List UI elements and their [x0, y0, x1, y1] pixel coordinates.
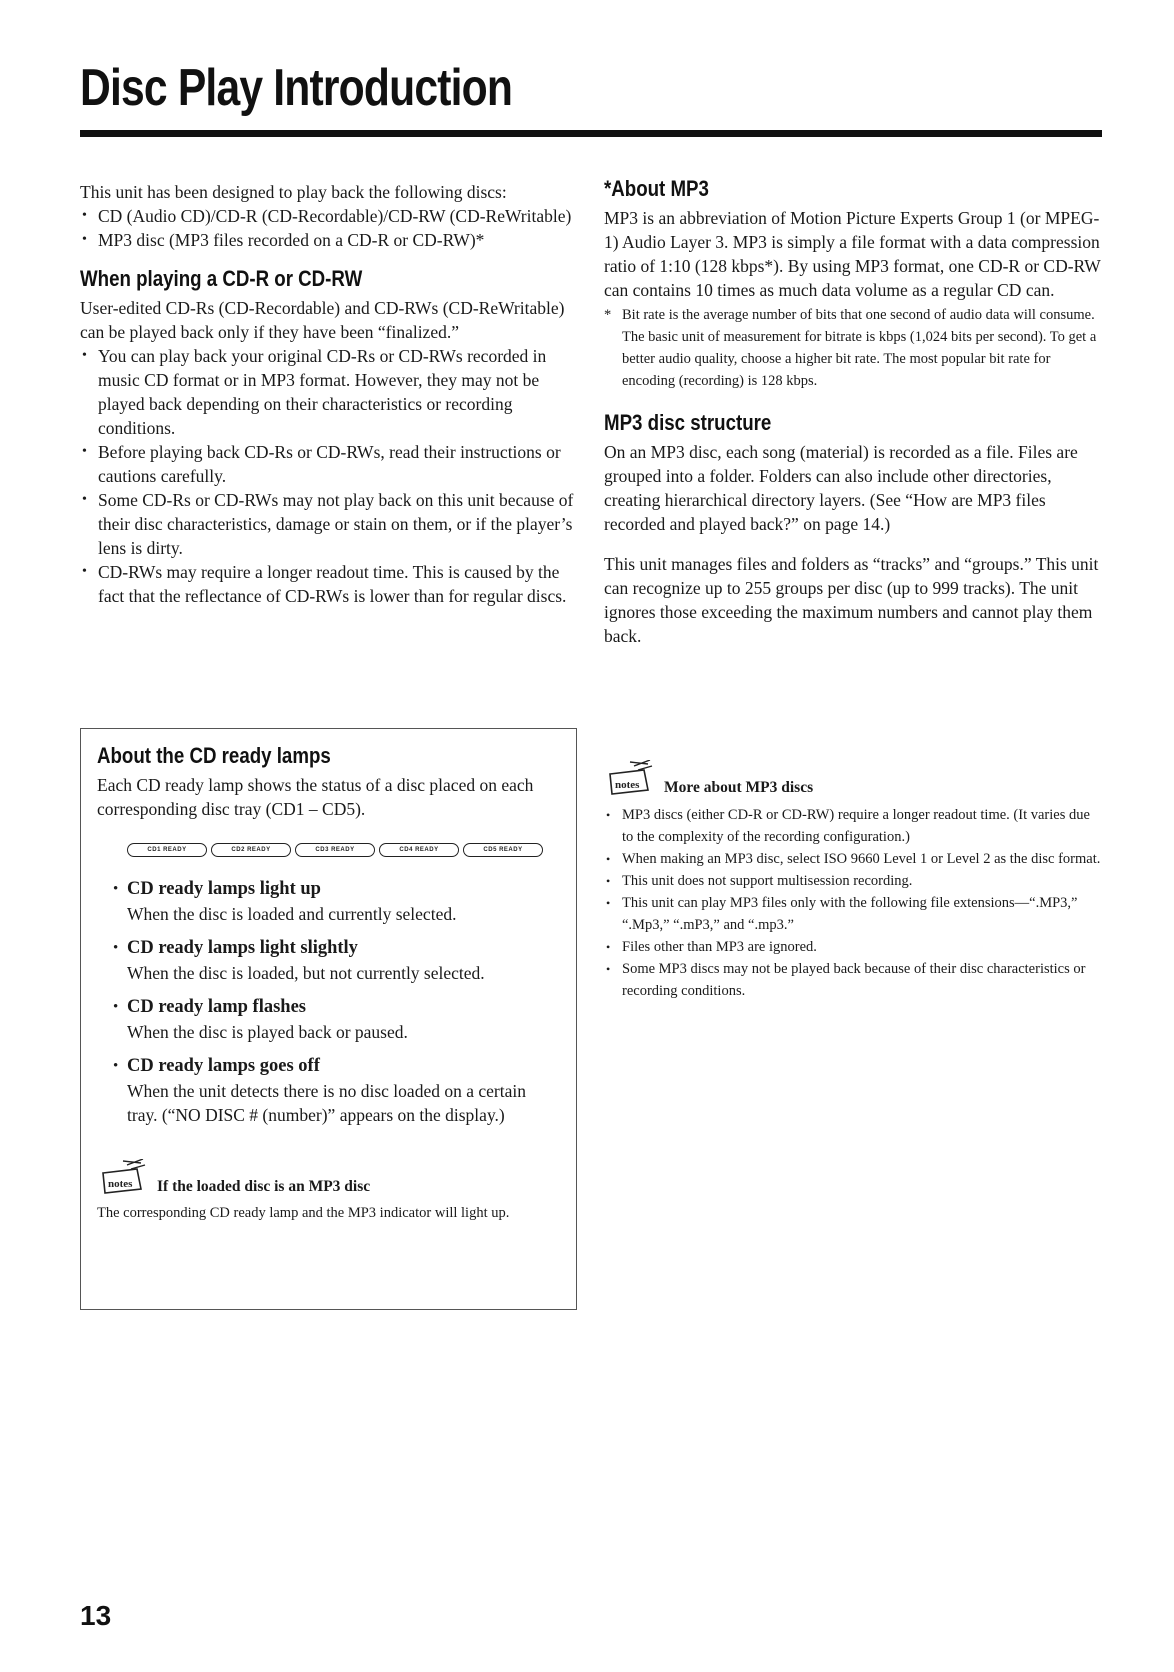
list-item: • This unit does not support multisession recording.: [604, 870, 1104, 892]
state-title: • CD ready lamps light slightly: [127, 938, 358, 958]
intro-list: [80, 204, 580, 252]
more-about-mp3-notes: [604, 760, 1104, 1002]
about-mp3-body: MP3 is an abbreviation of Motion Picture Experts Group 1 (or MPEG-1) Audio Layer 3. MP3 is simply a file format with a data compression ratio of 1:10 (128 kbps*). By using MP3 format, one CD-R or CD-RW can contains 10 times as much data volume as a regular CD can.: [604, 208, 1101, 300]
state-desc: When the disc is played back or paused.: [127, 1022, 408, 1042]
lamp-state-light-slightly: [97, 936, 560, 985]
list-item: • MP3 disc (MP3 files recorded on a CD-R or CD-RW)*: [80, 228, 580, 252]
list-item: • CD (Audio CD)/CD-R (CD-Recordable)/CD-RW (CD-ReWritable): [80, 204, 580, 228]
lamp-state-goes-off: [97, 1054, 560, 1127]
cd1-ready-lamp: CD1 READY: [127, 843, 207, 857]
state-desc: When the unit detects there is no disc loaded on a certain tray. (“NO DISC # (number)” appears on the display.): [127, 1081, 526, 1125]
intro-lead: This unit has been designed to play back the following discs:: [80, 182, 507, 202]
state-desc: When the disc is loaded, but not currently selected.: [127, 963, 485, 983]
left-column: [80, 180, 580, 608]
state-desc: When the disc is loaded and currently selected.: [127, 904, 457, 924]
list-item: • When making an MP3 disc, select ISO 9660 Level 1 or Level 2 as the disc format.: [604, 848, 1104, 870]
lamp-state-light-up: [97, 877, 560, 926]
page-number: 13: [80, 1600, 112, 1631]
structure-para-2: This unit manages files and folders as “tracks” and “groups.” This unit can recognize up to 255 groups per disc (up to 999 tracks). The unit ignores those exceeding the maximum numbers and cannot play them back.: [604, 554, 1099, 646]
list-item: • Some MP3 discs may not be played back because of their disc characteristics or recording conditions.: [604, 958, 1104, 1002]
list-item: • CD-RWs may require a longer readout time. This is caused by the fact that the reflectance of CD-RWs is lower than for regular discs.: [80, 560, 580, 608]
title-rule: [80, 130, 1102, 137]
list-item: • Files other than MP3 are ignored.: [604, 936, 1104, 958]
lamps-illustration: [127, 843, 560, 857]
mp3-loaded-note: [97, 1159, 560, 1224]
bitrate-footnote: [604, 304, 1104, 392]
cdr-heading: When playing a CD-R or CD-RW: [80, 266, 363, 291]
mp3-notes-list: [604, 804, 1104, 1002]
cd-ready-lamps-box: [80, 728, 577, 1310]
state-title: • CD ready lamps goes off: [127, 1056, 320, 1076]
footnote-text: Bit rate is the average number of bits that one second of audio data will consume. The basic unit of measurement for bitrate is kbps (1,024 bits per second). To get a better audio quality, choose a higher bit rate. The most popular bit rate for encoding (recording) is 128 kbps.: [622, 307, 1097, 389]
notes-icon: [604, 760, 656, 800]
list-item: • This unit can play MP3 files only with the following file extensions—“.MP3,” “.Mp3,” “.mP3,” and “.mp3.”: [604, 892, 1104, 936]
note-title: More about MP3 discs: [664, 779, 814, 796]
note-text: The corresponding CD ready lamp and the MP3 indicator will light up.: [97, 1205, 510, 1221]
svg-text:notes: notes: [615, 779, 640, 791]
notes-icon: [97, 1159, 149, 1199]
page-title: Disc Play Introduction: [80, 59, 513, 117]
note-title: If the loaded disc is an MP3 disc: [157, 1178, 371, 1195]
cd2-ready-lamp: CD2 READY: [211, 843, 291, 857]
state-title: • CD ready lamp flashes: [127, 997, 307, 1017]
cdr-body: User-edited CD-Rs (CD-Recordable) and CD-RWs (CD-ReWritable) can be played back only if they have been “finalized.”: [80, 298, 565, 342]
lamp-state-flashes: [97, 995, 560, 1044]
about-mp3-heading: *About MP3: [604, 176, 709, 201]
cd4-ready-lamp: CD4 READY: [379, 843, 459, 857]
list-item: • Before playing back CD-Rs or CD-RWs, read their instructions or cautions carefully.: [80, 440, 580, 488]
cd5-ready-lamp: CD5 READY: [463, 843, 543, 857]
cdr-list: [80, 344, 580, 608]
structure-heading: MP3 disc structure: [604, 410, 772, 435]
list-item: • You can play back your original CD-Rs or CD-RWs recorded in music CD format or in MP3 format. However, they may not be played back depending on their characteristics or recording conditions.: [80, 344, 580, 440]
cd3-ready-lamp: CD3 READY: [295, 843, 375, 857]
lamps-heading: About the CD ready lamps: [97, 743, 331, 768]
state-title: • CD ready lamps light up: [127, 879, 321, 899]
right-column: [604, 176, 1104, 648]
lamps-body: Each CD ready lamp shows the status of a disc placed on each corresponding disc tray (CD1 – CD5).: [97, 775, 534, 819]
structure-para-1: On an MP3 disc, each song (material) is recorded as a file. Files are grouped into a folder. Folders can also include other directories, creating hierarchical directory layers. (See “How are MP3 files recorded and played back?” on page 14.): [604, 442, 1078, 534]
list-item: • Some CD-Rs or CD-RWs may not play back on this unit because of their disc characteristics, damage or stain on them, or if the player’s lens is dirty.: [80, 488, 580, 560]
list-item: • MP3 discs (either CD-R or CD-RW) require a longer readout time. (It varies due to the complexity of the recording configuration.): [604, 804, 1104, 848]
svg-text:notes: notes: [108, 1178, 133, 1190]
footnote-mark: *: [604, 307, 612, 323]
